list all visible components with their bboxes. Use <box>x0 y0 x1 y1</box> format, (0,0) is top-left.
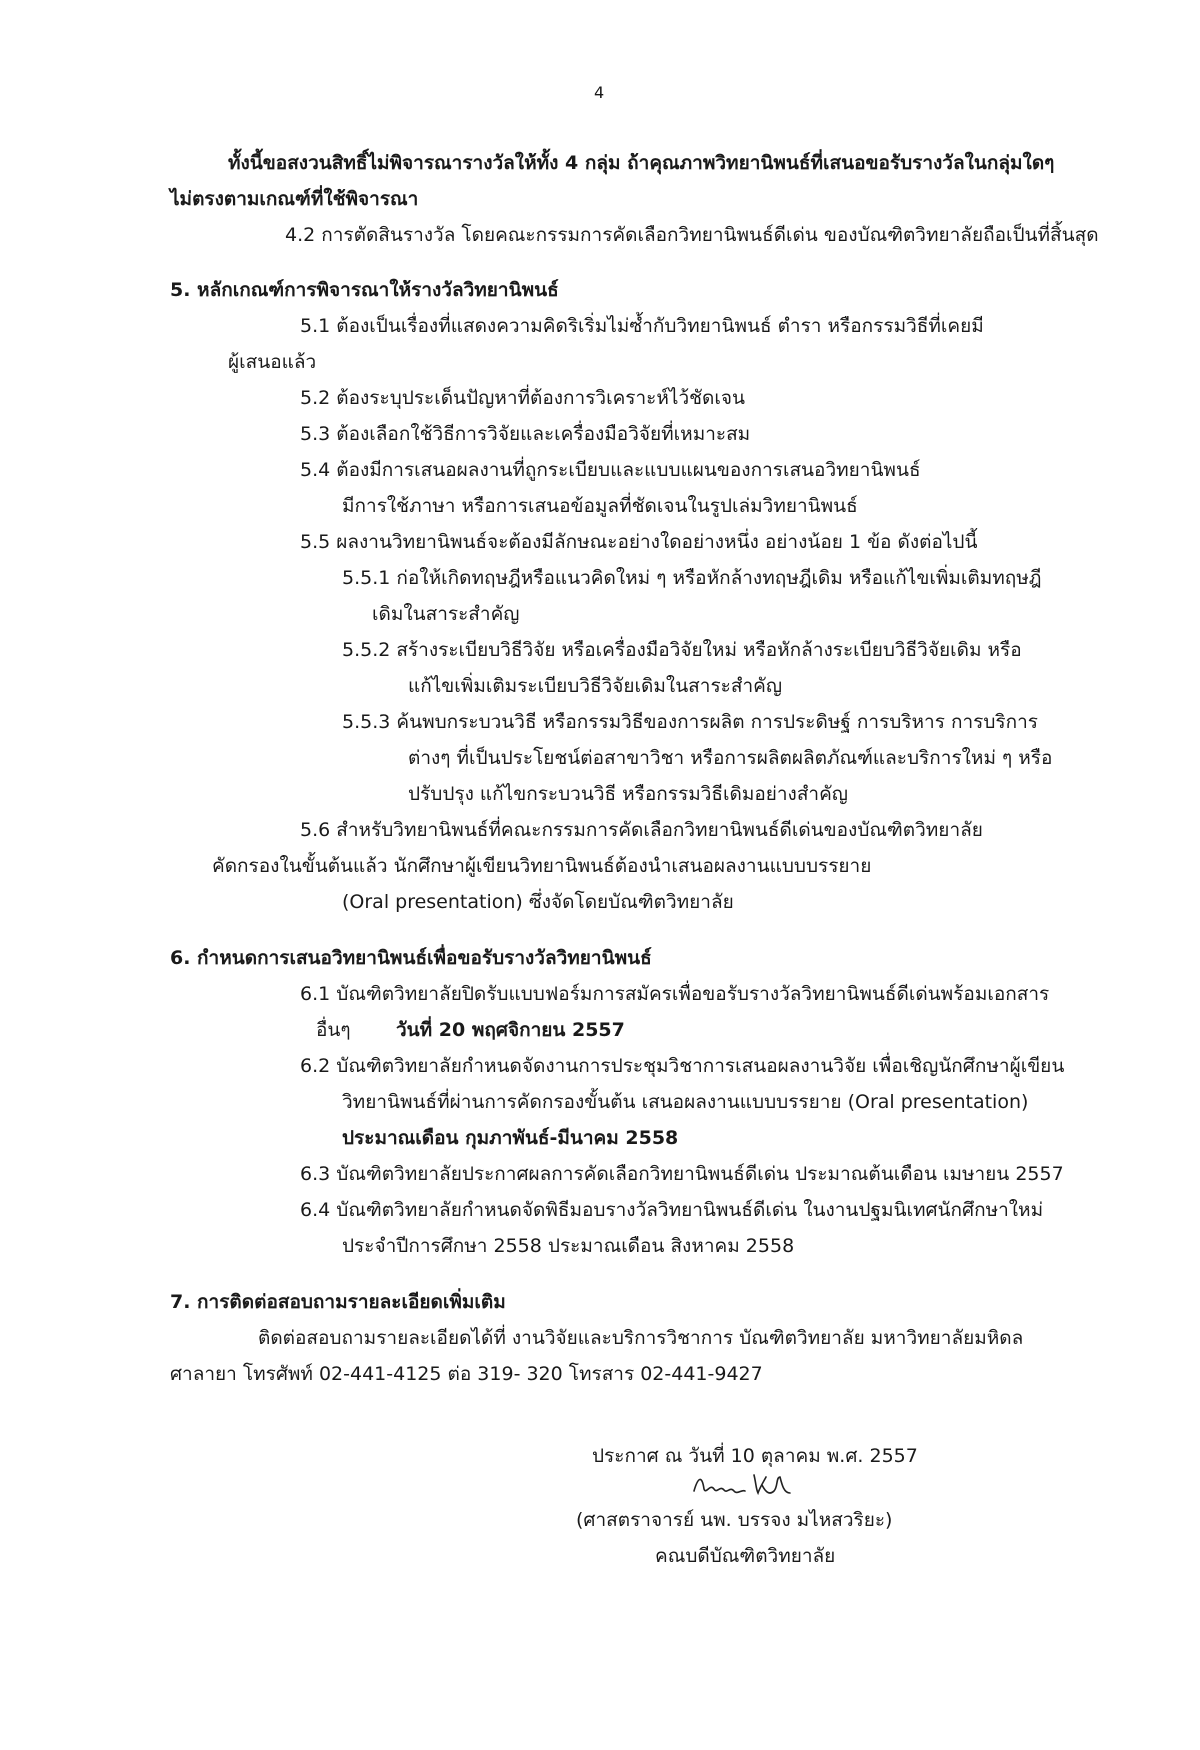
item-5-5-1: 5.5.1 ก่อให้เกิดทฤษฎีหรือแนวคิดใหม่ ๆ หรือหักล้างทฤษฎีเดิม หรือแก้ไขเพิ่มเติมทฤษฎี <box>342 567 1042 589</box>
item-6-2-date: ประมาณเดือน กุมภาพันธ์-มีนาคม 2558 <box>342 1127 679 1149</box>
item-6-4-cont: ประจำปีการศึกษา 2558 ประมาณเดือน สิงหาคม 2558 <box>342 1235 795 1257</box>
item-6-3: 6.3 บัณฑิตวิทยาลัยประกาศผลการคัดเลือกวิทยานิพนธ์ดีเด่น ประมาณต้นเดือน เมษายน 2557 <box>300 1163 1064 1185</box>
item-6-1-date: วันที่ 20 พฤศจิกายน 2557 <box>396 1019 625 1041</box>
item-5-5-2: 5.5.2 สร้างระเบียบวิธีวิจัย หรือเครื่องมือวิจัยใหม่ หรือหักล้างระเบียบวิธีวิจัยเดิม หรือ <box>342 639 1022 661</box>
item-5-6: 5.6 สำหรับวิทยานิพนธ์ที่คณะกรรมการคัดเลือกวิทยานิพนธ์ดีเด่นของบัณฑิตวิทยาลัย <box>300 819 983 841</box>
item-6-2-cont: วิทยานิพนธ์ที่ผ่านการคัดกรองขั้นต้น เสนอผลงานแบบบรรยาย (Oral presentation) <box>342 1091 1029 1113</box>
section-5-heading: 5. หลักเกณฑ์การพิจารณาให้รางวัลวิทยานิพนธ์ <box>170 279 559 301</box>
item-5-5-3: 5.5.3 ค้นพบกระบวนวิธี หรือกรรมวิธีของการผลิต การประดิษฐ์ การบริหาร การบริการ <box>342 711 1038 733</box>
item-7-phone: ศาลายา โทรศัพท์ 02-441-4125 ต่อ 319- 320 โทรสาร 02-441-9427 <box>170 1363 763 1385</box>
page-number: 4 <box>594 83 605 102</box>
item-5-5: 5.5 ผลงานวิทยานิพนธ์จะต้องมีลักษณะอย่างใดอย่างหนึ่ง อย่างน้อย 1 ข้อ ดังต่อไปนี้ <box>300 531 978 553</box>
signatory-name: (ศาสตราจารย์ นพ. บรรจง มไหสวริยะ) <box>576 1509 893 1531</box>
intro-line-1: ทั้งนี้ขอสงวนสิทธิ์ไม่พิจารณารางวัลให้ทั้ง 4 กลุ่ม ถ้าคุณภาพวิทยานิพนธ์ที่เสนอขอรับรางวัลในกลุ่มใดๆ <box>228 152 1055 174</box>
item-4-2: 4.2 การตัดสินรางวัล โดยคณะกรรมการคัดเลือกวิทยานิพนธ์ดีเด่น ของบัณฑิตวิทยาลัยถือเป็นที่สิ้นสุด <box>285 224 1099 246</box>
item-5-5-2-cont: แก้ไขเพิ่มเติมระเบียบวิธีวิจัยเดิมในสาระสำคัญ <box>408 675 783 697</box>
item-5-6-cont-1: คัดกรองในขั้นต้นแล้ว นักศึกษาผู้เขียนวิทยานิพนธ์ต้องนำเสนอผลงานแบบบรรยาย <box>212 855 872 877</box>
item-6-2: 6.2 บัณฑิตวิทยาลัยกำหนดจัดงานการประชุมวิชาการเสนอผลงานวิจัย เพื่อเชิญนักศึกษาผู้เขียน <box>300 1055 1065 1077</box>
item-5-6-cont-2: (Oral presentation) ซึ่งจัดโดยบัณฑิตวิทยาลัย <box>342 891 734 913</box>
item-5-4: 5.4 ต้องมีการเสนอผลงานที่ถูกระเบียบและแบบแผนของการเสนอวิทยานิพนธ์ <box>300 459 921 481</box>
item-5-3: 5.3 ต้องเลือกใช้วิธีการวิจัยและเครื่องมือวิจัยที่เหมาะสม <box>300 423 751 445</box>
item-5-5-1-cont: เดิมในสาระสำคัญ <box>372 603 520 625</box>
item-5-1-cont: ผู้เสนอแล้ว <box>228 351 317 373</box>
item-5-2: 5.2 ต้องระบุประเด็นปัญหาที่ต้องการวิเคราะห์ไว้ชัดเจน <box>300 387 745 409</box>
signatory-title: คณบดีบัณฑิตวิทยาลัย <box>655 1545 836 1567</box>
item-5-5-3-cont-2: ปรับปรุง แก้ไขกระบวนวิธี หรือกรรมวิธีเดิมอย่างสำคัญ <box>408 783 848 805</box>
intro-line-2: ไม่ตรงตามเกณฑ์ที่ใช้พิจารณา <box>170 188 419 210</box>
item-6-1: 6.1 บัณฑิตวิทยาลัยปิดรับแบบฟอร์มการสมัครเพื่อขอรับรางวัลวิทยานิพนธ์ดีเด่นพร้อมเอกสาร <box>300 983 1050 1005</box>
item-7-contact: ติดต่อสอบถามรายละเอียดได้ที่ งานวิจัยและบริการวิชาการ บัณฑิตวิทยาลัย มหาวิทยาลัยมหิดล <box>258 1327 1024 1349</box>
item-5-5-3-cont-1: ต่างๆ ที่เป็นประโยชน์ต่อสาขาวิชา หรือการผลิตผลิตภัณฑ์และบริการใหม่ ๆ หรือ <box>408 747 1053 769</box>
signature-image <box>690 1465 800 1505</box>
announcement-date: ประกาศ ณ วันที่ 10 ตุลาคม พ.ศ. 2557 <box>592 1445 918 1467</box>
item-5-1: 5.1 ต้องเป็นเรื่องที่แสดงความคิดริเริ่มไม่ซ้ำกับวิทยานิพนธ์ ตำรา หรือกรรมวิธีที่เคยมี <box>300 315 984 337</box>
section-6-heading: 6. กำหนดการเสนอวิทยานิพนธ์เพื่อขอรับรางวัลวิทยานิพนธ์ <box>170 947 652 969</box>
item-6-4: 6.4 บัณฑิตวิทยาลัยกำหนดจัดพิธีมอบรางวัลวิทยานิพนธ์ดีเด่น ในงานปฐมนิเทศนักศึกษาใหม่ <box>300 1199 1044 1221</box>
item-6-1-cont: อื่นๆ <box>316 1019 351 1041</box>
section-7-heading: 7. การติดต่อสอบถามรายละเอียดเพิ่มเติม <box>170 1291 506 1313</box>
item-5-4-cont: มีการใช้ภาษา หรือการเสนอข้อมูลที่ชัดเจนในรูปเล่มวิทยานิพนธ์ <box>342 495 858 517</box>
